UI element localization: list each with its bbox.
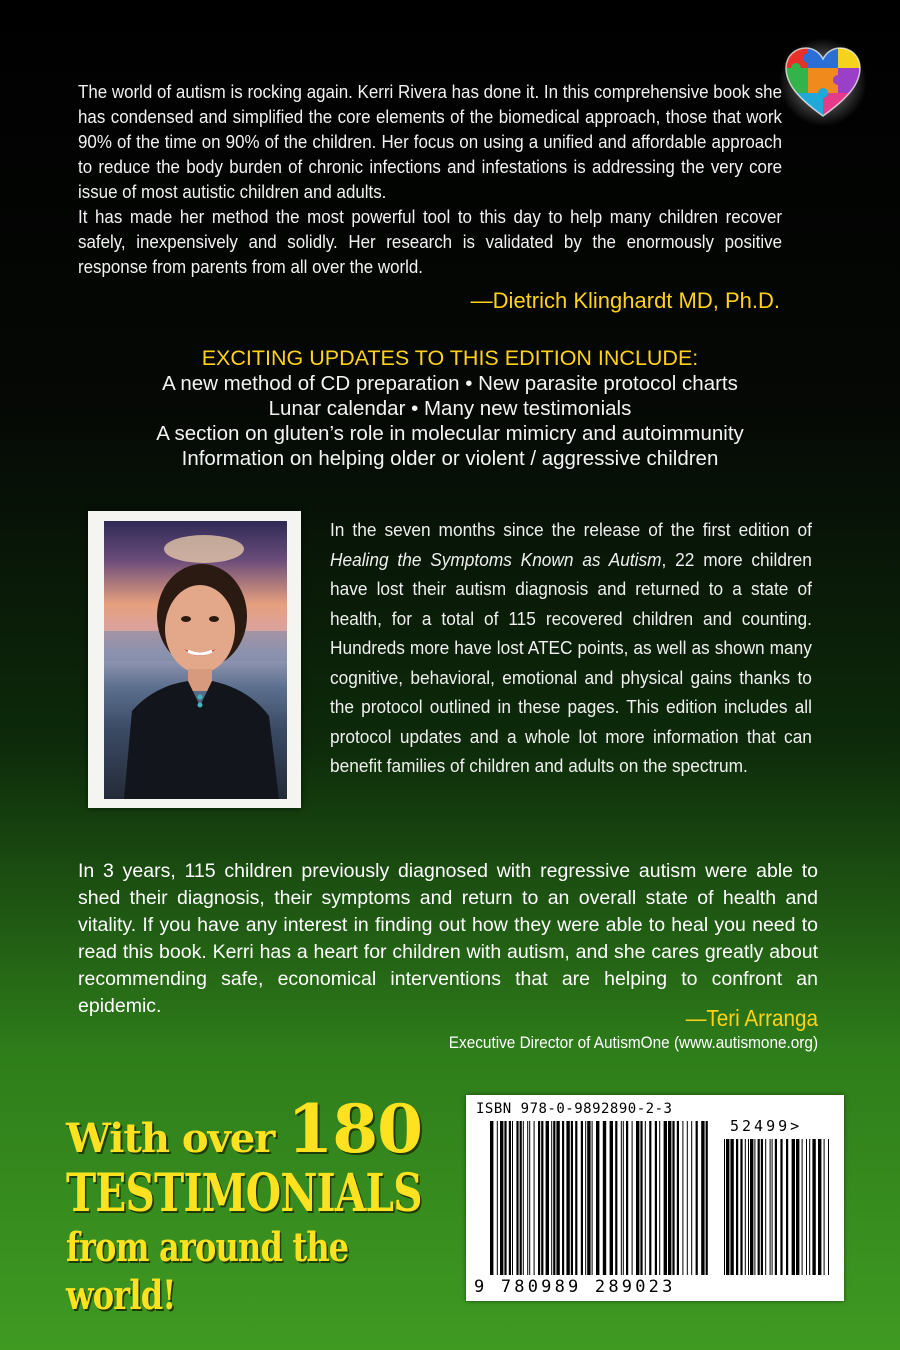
- author-photo-frame: [88, 511, 301, 808]
- barcode-bar: [527, 1121, 528, 1275]
- barcode-bar: [566, 1121, 569, 1275]
- barcode-bar: [765, 1139, 766, 1275]
- barcode-bar: [523, 1121, 524, 1275]
- barcode-bar: [500, 1121, 503, 1275]
- barcode-bar: [587, 1121, 590, 1275]
- promo-line-1: [66, 1090, 466, 1168]
- barcode-bar: [740, 1139, 742, 1275]
- barcode-bar: [659, 1121, 660, 1275]
- barcode-bar: [621, 1121, 622, 1275]
- barcode-bar: [490, 1121, 493, 1275]
- barcode-bar: [516, 1121, 518, 1275]
- barcode-bar: [640, 1121, 642, 1275]
- testimonials-promo: [66, 1090, 466, 1320]
- barcode-bar: [748, 1139, 749, 1275]
- book-title: Healing the Symptoms Known as Autism: [330, 549, 662, 570]
- barcode-bar: [529, 1121, 530, 1275]
- barcode-bar: [575, 1121, 577, 1275]
- barcode-bar: [691, 1121, 692, 1275]
- barcode-bar: [706, 1121, 708, 1275]
- barcode-bar: [687, 1121, 688, 1275]
- author-photo: [104, 521, 287, 799]
- barcode-bar: [520, 1121, 522, 1275]
- barcode-bar: [504, 1121, 506, 1275]
- barcode-bar: [546, 1121, 549, 1275]
- barcode-bar: [562, 1121, 564, 1275]
- barcode-bar: [534, 1121, 535, 1275]
- barcode-bar: [556, 1121, 559, 1275]
- promo-line-3: from around the world!: [66, 1224, 349, 1319]
- barcode-bar: [828, 1139, 829, 1275]
- barcode-bar: [772, 1139, 773, 1275]
- barcode-bar: [780, 1139, 782, 1275]
- barcode-bar: [736, 1139, 738, 1275]
- barcode-bar: [682, 1121, 683, 1275]
- ean-digits: 9 780989 289023: [474, 1277, 676, 1297]
- updates-heading: EXCITING UPDATES TO THIS EDITION INCLUDE:: [201, 346, 699, 370]
- updates-line-4: Information on helping older or violent / aggressive children: [181, 447, 719, 470]
- arranga-title: Executive Director of AutismOne (www.autismone.org): [448, 1034, 818, 1052]
- arranga-quote: In 3 years, 115 children previously diagnosed with regressive autism were able to shed their diagnosis, their symptoms and return to an overall state of health and vitality. If you have any interest in finding out how they were able to heal you need to read this book. Kerri has a heart for children with autism, and she cares greatly about recommending safe, economical interventions that are helping to confront an epidemic.: [78, 860, 818, 1017]
- barcode-bar: [509, 1121, 511, 1275]
- barcode-bar: [623, 1121, 624, 1275]
- barcode-bar: [615, 1121, 617, 1275]
- barcode-bar: [668, 1121, 671, 1275]
- barcode-bar: [603, 1121, 606, 1275]
- description-intro: In the seven months since the release of the first edition of: [330, 520, 812, 540]
- barcode-bar: [632, 1121, 633, 1275]
- puzzle-heart-icon: [778, 38, 868, 128]
- barcode-bar: [730, 1139, 733, 1275]
- updates-line-3: A section on gluten’s role in molecular mimicry and autoimmunity: [156, 422, 744, 445]
- barcode-bar: [824, 1139, 825, 1275]
- barcode-bar: [802, 1139, 803, 1275]
- edition-updates: [0, 346, 900, 471]
- promo-line-2: TESTIMONIALS: [66, 1163, 422, 1224]
- barcode-bar: [786, 1139, 788, 1275]
- updates-line-2: Lunar calendar • Many new testimonials: [268, 397, 632, 420]
- barcode-bar: [636, 1121, 639, 1275]
- barcode-bar: [497, 1121, 498, 1275]
- barcode-bar: [596, 1121, 599, 1275]
- barcode-bar: [758, 1139, 760, 1275]
- barcode-bar: [551, 1121, 552, 1275]
- price-code: 52499>: [730, 1117, 803, 1135]
- barcode-bar: [553, 1121, 555, 1275]
- barcode-bar: [796, 1139, 799, 1275]
- barcode-bar: [726, 1139, 729, 1275]
- barcode-bar: [585, 1121, 586, 1275]
- barcode-bar: [724, 1139, 725, 1275]
- barcode-bar: [812, 1139, 815, 1275]
- barcode-bar: [754, 1139, 755, 1275]
- barcode-bar: [645, 1121, 646, 1275]
- description-body: , 22 more children have lost their autism diagnosis and returned to a state of health, for a total of 115 recovered children and counting. Hundreds more have lost ATEC points, as well as shown many cognitive, behavioral, emotional and physical gains thanks to the protocol outlined in these pages. This edition includes all protocol updates and a whole lot more information that can benefit families of children and adults on the spectrum.: [330, 549, 812, 776]
- promo-line-1-prefix: With over: [66, 1115, 288, 1162]
- klinghardt-quote-paragraph-1: The world of autism is rocking again. Kerri Rivera has done it. In this comprehensive book she has condensed and simplified the core elements of the biomedical approach, those that work 90% of the time on 90% of the children. Her focus on using a unified and affordable approach to reduce the body burden of chronic infections and infestations is addressing the very core issue of most autistic children and adults.: [78, 82, 783, 202]
- barcode-bar: [701, 1121, 704, 1275]
- barcode-bar: [750, 1139, 753, 1275]
- barcode-bar: [649, 1121, 651, 1275]
- barcode-bar: [792, 1139, 795, 1275]
- barcode-bar: [592, 1121, 593, 1275]
- isbn-number: ISBN 978-0-9892890-2-3: [476, 1101, 673, 1117]
- arranga-attribution: —Teri Arranga: [685, 1005, 818, 1031]
- barcode-bar: [745, 1139, 746, 1275]
- promo-count: 180: [287, 1090, 423, 1168]
- barcode-bar: [610, 1121, 613, 1275]
- barcode-bar: [626, 1121, 628, 1275]
- barcode-bar: [655, 1121, 657, 1275]
- klinghardt-attribution: —Dietrich Klinghardt MD, Ph.D.: [470, 288, 780, 313]
- klinghardt-quote: [78, 80, 782, 280]
- barcode-bar: [538, 1121, 540, 1275]
- barcode-bar: [761, 1139, 763, 1275]
- barcode-bar: [818, 1139, 821, 1275]
- klinghardt-quote-paragraph-2: It has made her method the most powerful tool to this day to help many children recover safely, inexpensively and solidly. Her research is validated by the enormously positive response from parents from all over the world.: [78, 207, 783, 277]
- barcode-bar: [512, 1121, 513, 1275]
- barcode-bar: [677, 1121, 679, 1275]
- barcode-bar: [806, 1139, 807, 1275]
- barcode-bar: [541, 1121, 543, 1275]
- barcode-bar: [696, 1121, 698, 1275]
- barcode-bar: [571, 1121, 573, 1275]
- barcode-bar: [775, 1139, 777, 1275]
- edition-description: [330, 516, 812, 782]
- barcode-bar: [770, 1139, 771, 1275]
- barcode-bar: [809, 1139, 810, 1275]
- updates-line-1: A new method of CD preparation • New parasite protocol charts: [162, 372, 738, 395]
- barcode-bar: [672, 1121, 674, 1275]
- barcode-bar: [581, 1121, 583, 1275]
- barcode-bar: [664, 1121, 667, 1275]
- isbn-barcode: [466, 1095, 844, 1301]
